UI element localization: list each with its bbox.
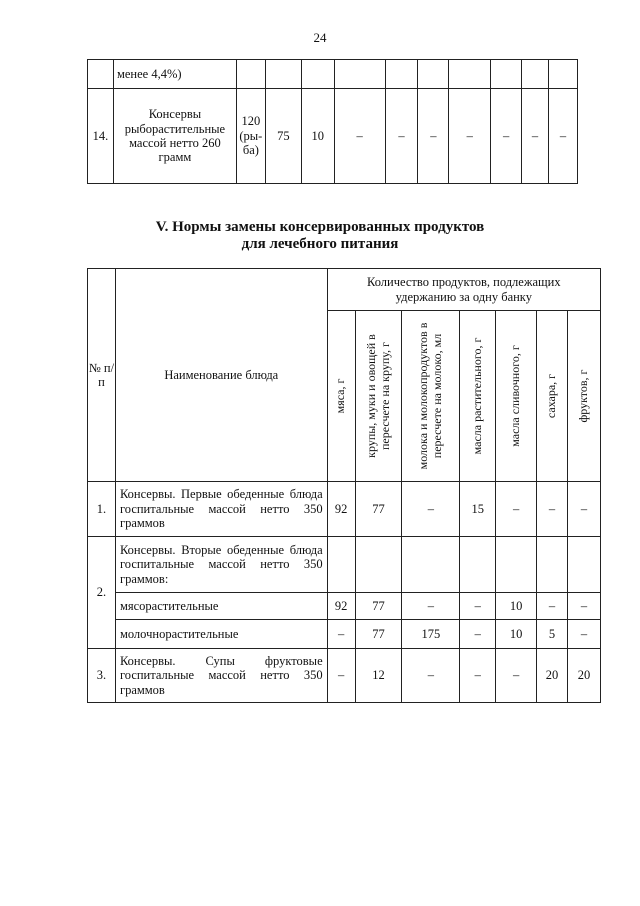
row-number: 14. xyxy=(88,89,114,184)
table-cell xyxy=(334,60,385,89)
column-header-label: фруктов, г xyxy=(576,369,591,423)
table-cell: 77 xyxy=(355,620,402,649)
table-cell: – xyxy=(496,482,537,537)
table-cell: – xyxy=(385,89,418,184)
header-group: Количество продуктов, подлежащих удержанию за одну банку xyxy=(327,269,600,311)
section-title-line: V. Нормы замены консервированных продуктов xyxy=(155,219,485,235)
table-row xyxy=(88,649,601,703)
row-number: 3. xyxy=(88,649,116,703)
row-number: 1. xyxy=(88,482,116,537)
table-cell: 175 xyxy=(402,620,460,649)
dish-name: Консервы. Первые обеденные блюда госпитальные массой нетто 350 граммов xyxy=(115,482,327,537)
table-cell xyxy=(355,537,402,593)
table-row xyxy=(88,482,601,537)
table-cell xyxy=(88,60,114,89)
table-cell: – xyxy=(549,89,578,184)
table-cell xyxy=(537,537,568,593)
table-cell: – xyxy=(568,620,601,649)
table-cell: – xyxy=(568,482,601,537)
table-cell: – xyxy=(537,593,568,620)
column-header xyxy=(537,311,568,482)
table-cell: 77 xyxy=(355,593,402,620)
section-title xyxy=(0,219,640,254)
table-cell: 92 xyxy=(327,593,355,620)
table-cell: 92 xyxy=(327,482,355,537)
page-number: 24 xyxy=(313,30,327,45)
table-cell: – xyxy=(327,620,355,649)
table-cell: – xyxy=(449,89,491,184)
table-cell: – xyxy=(327,649,355,703)
dish-name: мясорастительные xyxy=(115,593,327,620)
table-cell: 10 xyxy=(496,620,537,649)
column-header-label: мяса, г xyxy=(333,378,348,414)
header-number: № п/п xyxy=(88,269,116,482)
header-row xyxy=(88,269,601,311)
table-cell xyxy=(418,60,449,89)
column-header-label: масла растительного, г xyxy=(469,337,484,455)
table-cell: 10 xyxy=(301,89,334,184)
replacement-norms-table xyxy=(87,268,601,703)
table-cell xyxy=(549,60,578,89)
row-number: 2. xyxy=(88,537,116,649)
column-header xyxy=(355,311,402,482)
table-row xyxy=(88,60,578,89)
table-cell xyxy=(522,60,549,89)
table-cell: – xyxy=(402,482,460,537)
table-cell xyxy=(301,60,334,89)
column-header xyxy=(568,311,601,482)
table-cell: – xyxy=(402,649,460,703)
previous-table xyxy=(87,59,578,184)
table-row xyxy=(88,89,578,184)
table-cell xyxy=(236,60,265,89)
header-dish-name: Наименование блюда xyxy=(115,269,327,482)
table-cell: 10 xyxy=(496,593,537,620)
table-cell xyxy=(491,60,522,89)
section-title-line: для лечебного питания xyxy=(241,236,399,253)
table-cell: 5 xyxy=(537,620,568,649)
table-cell xyxy=(265,60,301,89)
table-cell: – xyxy=(460,593,496,620)
table-cell: менее 4,4%) xyxy=(113,60,236,89)
table-cell: – xyxy=(402,593,460,620)
table-cell: – xyxy=(522,89,549,184)
table-cell: – xyxy=(496,649,537,703)
column-header xyxy=(496,311,537,482)
dish-name: Консервы рыборастительные массой нетто 260 грамм xyxy=(113,89,236,184)
table-cell xyxy=(496,537,537,593)
table-cell: – xyxy=(334,89,385,184)
dish-name: молочнорастительные xyxy=(115,620,327,649)
table-cell xyxy=(327,537,355,593)
table-cell: 120 (ры-ба) xyxy=(236,89,265,184)
column-header xyxy=(327,311,355,482)
column-header-label: крупы, муки и овощей в пересчете на крупу, г xyxy=(363,334,392,458)
table-cell: – xyxy=(418,89,449,184)
table-cell xyxy=(568,537,601,593)
column-header xyxy=(460,311,496,482)
table-cell: 20 xyxy=(537,649,568,703)
column-header-label: сахара, г xyxy=(544,373,559,419)
table-cell: – xyxy=(491,89,522,184)
table-cell xyxy=(402,537,460,593)
table-cell: – xyxy=(460,649,496,703)
dish-name: Консервы. Супы фруктовые госпитальные массой нетто 350 граммов xyxy=(115,649,327,703)
table-cell: – xyxy=(537,482,568,537)
table-row xyxy=(88,593,601,620)
table-cell: 77 xyxy=(355,482,402,537)
table-cell xyxy=(449,60,491,89)
table-cell xyxy=(460,537,496,593)
table-cell: 75 xyxy=(265,89,301,184)
table-cell: – xyxy=(460,620,496,649)
table-row xyxy=(88,537,601,593)
table-cell xyxy=(385,60,418,89)
table-cell: 12 xyxy=(355,649,402,703)
table-cell: 15 xyxy=(460,482,496,537)
column-header xyxy=(402,311,460,482)
dish-name: Консервы. Вторые обеденные блюда госпитальные массой нетто 350 граммов: xyxy=(115,537,327,593)
column-header-label: масла сливочного, г xyxy=(508,345,523,447)
table-cell: – xyxy=(568,593,601,620)
table-cell: 20 xyxy=(568,649,601,703)
table-row xyxy=(88,620,601,649)
column-header-label: молока и молокопродуктов в пересчете на молоко, мл xyxy=(416,322,444,470)
